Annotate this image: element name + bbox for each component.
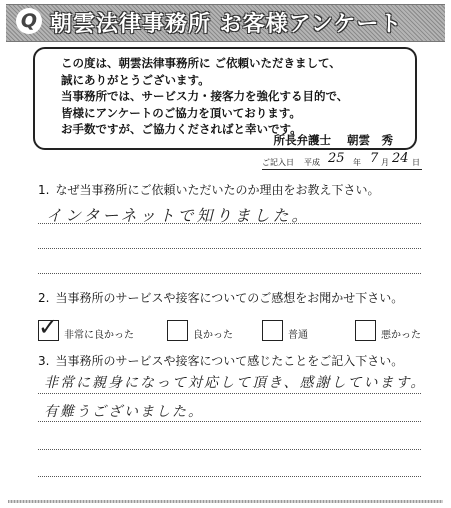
greeting-line: 誠にありがとうございます。 xyxy=(61,72,210,87)
question-2-number: 2. xyxy=(38,291,50,305)
greeting-line: お手数ですが、ご協力くださればと幸いです。 xyxy=(61,122,302,136)
question-3-text: 当事務所のサービスや接客について感じたことをご記入下さい。 xyxy=(55,354,404,368)
option-very-good-checkbox[interactable] xyxy=(38,313,59,341)
question-1-number: 1. xyxy=(38,183,50,197)
answer-line xyxy=(38,248,421,249)
answer-line xyxy=(38,449,421,450)
survey-title: 朝雲法律事務所 お客様アンケート xyxy=(50,12,403,37)
question-2-text: 当事務所のサービスや接客についてのご感想をお聞かせ下さい。 xyxy=(55,291,404,305)
question-3-answer-line-1[interactable]: 非常に親身になって対応して頂き、感謝しています。 xyxy=(44,375,427,391)
q-badge-icon: Q xyxy=(16,8,42,34)
question-1-answer[interactable]: インターネットで知りました。 xyxy=(46,206,311,225)
date-year-unit: 年 xyxy=(353,158,361,167)
option-average-checkbox[interactable] xyxy=(262,320,283,341)
greeting-line: 皆様にアンケートのご協力を頂いております。 xyxy=(61,105,301,120)
date-day-unit: 日 xyxy=(412,158,420,167)
answer-line xyxy=(38,421,421,422)
option-bad-checkbox[interactable] xyxy=(355,320,376,341)
signature xyxy=(274,132,394,148)
survey-header-bar xyxy=(6,4,445,42)
signature-name: 朝雲 秀 xyxy=(347,133,393,147)
question-1-text: なぜ当事務所にご依頼いただいたのか理由をお教え下さい。 xyxy=(55,183,380,197)
option-average-label: 普通 xyxy=(288,330,308,341)
checkmark-icon: ✓ xyxy=(38,313,59,341)
date-label: ご記入日 xyxy=(262,158,294,167)
date-row xyxy=(262,152,422,170)
signature-title: 所長弁護士 xyxy=(273,133,331,147)
date-month-value[interactable]: 7 xyxy=(370,151,379,166)
bottom-border xyxy=(8,500,443,503)
greeting-message xyxy=(61,55,348,138)
date-month-unit: 月 xyxy=(381,158,389,167)
question-2 xyxy=(38,289,403,306)
option-good-label: 良かった xyxy=(193,330,233,341)
greeting-line: 当事務所では、サービス力・接客力を強化する目的で、 xyxy=(61,89,349,103)
date-year-value[interactable]: 25 xyxy=(328,151,345,166)
question-3 xyxy=(38,352,403,369)
option-bad-label: 悪かった xyxy=(381,330,421,341)
answer-line xyxy=(38,476,421,477)
date-era: 平成 xyxy=(304,158,320,167)
question-3-number: 3. xyxy=(38,354,50,368)
greeting-line: この度は、朝雲法律事務所に ご依頼いただきまして、 xyxy=(61,56,341,70)
date-day-value[interactable]: 24 xyxy=(392,151,409,166)
answer-line xyxy=(38,223,421,224)
answer-line xyxy=(38,273,421,274)
question-1 xyxy=(38,181,379,198)
greeting-box xyxy=(33,47,417,150)
answer-line xyxy=(38,393,421,394)
option-very-good-label: 非常に良かった xyxy=(64,330,134,341)
option-good-checkbox[interactable] xyxy=(167,320,188,341)
question-3-answer-line-2[interactable]: 有難うございました。 xyxy=(44,404,204,420)
